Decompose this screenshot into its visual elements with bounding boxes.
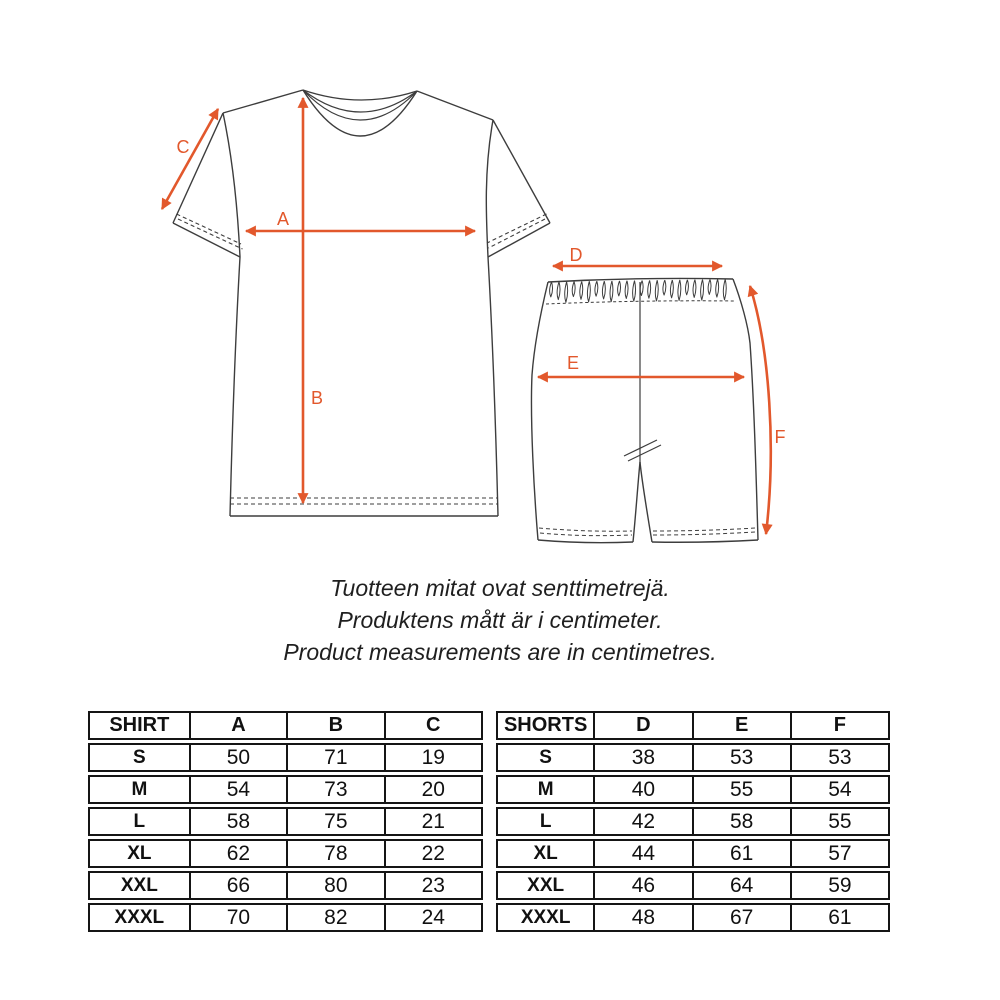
- measure-label-e: E: [566, 353, 580, 373]
- size-label: XXL: [496, 871, 595, 900]
- measurement-value: 62: [191, 839, 288, 868]
- measurement-value: 21: [386, 807, 483, 836]
- column-header: SHIRT: [88, 711, 191, 740]
- tshirt-measure-arrows: [162, 98, 475, 503]
- column-header: SHORTS: [496, 711, 595, 740]
- table-row: [496, 807, 890, 836]
- size-label: M: [88, 775, 191, 804]
- measurement-value: 54: [792, 775, 890, 804]
- measurement-value: 54: [191, 775, 288, 804]
- table-row: [88, 743, 483, 772]
- table-row: [496, 743, 890, 772]
- measurement-value: 20: [386, 775, 483, 804]
- measurement-value: 44: [595, 839, 693, 868]
- measurement-value: 23: [386, 871, 483, 900]
- measurement-value: 40: [595, 775, 693, 804]
- column-header: E: [694, 711, 792, 740]
- table-row: [88, 871, 483, 900]
- size-label: M: [496, 775, 595, 804]
- size-label: XXXL: [88, 903, 191, 932]
- note-english: Product measurements are in centimetres.: [283, 639, 717, 665]
- table-row: [88, 839, 483, 868]
- column-header: A: [191, 711, 288, 740]
- measure-label-d: D: [569, 245, 583, 265]
- waistband-elastic: [550, 279, 727, 302]
- size-label: S: [88, 743, 191, 772]
- measurement-value: 61: [792, 903, 890, 932]
- shirt-size-table: [88, 708, 483, 935]
- table-row: [496, 871, 890, 900]
- shorts-measure-arrows: [538, 266, 771, 534]
- table-row: [88, 807, 483, 836]
- measure-label-a: A: [276, 209, 290, 229]
- measurement-notes: [0, 572, 1000, 668]
- size-label: XL: [88, 839, 191, 868]
- measurement-value: 38: [595, 743, 693, 772]
- measurement-value: 57: [792, 839, 890, 868]
- measurement-value: 46: [595, 871, 693, 900]
- measurement-value: 67: [694, 903, 792, 932]
- measurement-value: 48: [595, 903, 693, 932]
- measurement-value: 53: [694, 743, 792, 772]
- measurement-value: 19: [386, 743, 483, 772]
- size-label: S: [496, 743, 595, 772]
- measurement-value: 80: [288, 871, 385, 900]
- measure-label-c: C: [176, 137, 190, 157]
- measurement-value: 78: [288, 839, 385, 868]
- measurement-value: 82: [288, 903, 385, 932]
- tshirt-diagram: [150, 75, 570, 525]
- size-label: XXXL: [496, 903, 595, 932]
- fly-detail: [624, 440, 661, 461]
- measurement-value: 59: [792, 871, 890, 900]
- note-finnish: Tuotteen mitat ovat senttimetrejä.: [330, 575, 670, 601]
- measurement-value: 53: [792, 743, 890, 772]
- table-row: [496, 903, 890, 932]
- size-label: XXL: [88, 871, 191, 900]
- measurement-value: 66: [191, 871, 288, 900]
- shorts-table-header-row: [496, 711, 890, 740]
- measurement-value: 75: [288, 807, 385, 836]
- measurement-value: 73: [288, 775, 385, 804]
- measurement-value: 71: [288, 743, 385, 772]
- measure-label-b: B: [310, 388, 324, 408]
- measurement-value: 58: [694, 807, 792, 836]
- column-header: F: [792, 711, 890, 740]
- column-header: B: [288, 711, 385, 740]
- shirt-table-header-row: [88, 711, 483, 740]
- arrow-C: [162, 109, 218, 209]
- size-label: L: [496, 807, 595, 836]
- tshirt-drawing: [173, 90, 550, 516]
- measurement-value: 50: [191, 743, 288, 772]
- table-row: [88, 903, 483, 932]
- table-row: [496, 839, 890, 868]
- note-swedish: Produktens mått är i centimeter.: [337, 607, 663, 633]
- measure-label-f: F: [774, 427, 786, 447]
- shorts-size-table: [496, 708, 890, 935]
- size-label: XL: [496, 839, 595, 868]
- size-label: L: [88, 807, 191, 836]
- measurement-value: 24: [386, 903, 483, 932]
- measurement-value: 42: [595, 807, 693, 836]
- table-row: [88, 775, 483, 804]
- shorts-drawing: [531, 278, 758, 542]
- shorts-hem-stitches: [539, 528, 756, 536]
- column-header: D: [595, 711, 693, 740]
- measurement-value: 55: [792, 807, 890, 836]
- column-header: C: [386, 711, 483, 740]
- measurement-value: 22: [386, 839, 483, 868]
- measurement-value: 64: [694, 871, 792, 900]
- measurement-value: 61: [694, 839, 792, 868]
- measurement-value: 70: [191, 903, 288, 932]
- shorts-diagram: [520, 240, 800, 570]
- measurement-value: 58: [191, 807, 288, 836]
- measurement-value: 55: [694, 775, 792, 804]
- table-row: [496, 775, 890, 804]
